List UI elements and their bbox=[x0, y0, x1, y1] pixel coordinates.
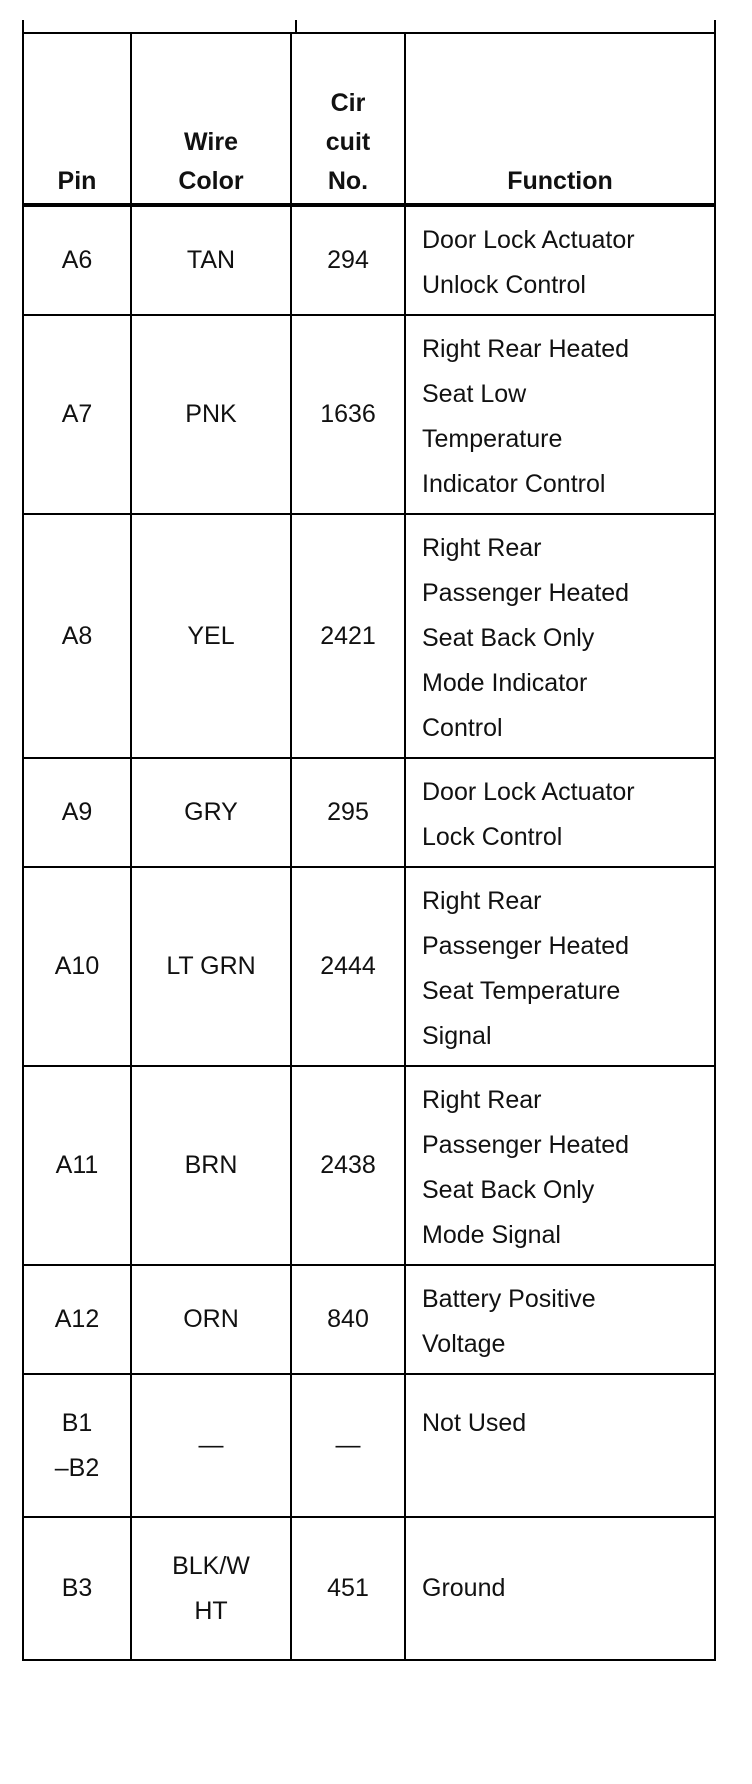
function-cell: Door Lock Actuator Lock Control bbox=[405, 758, 715, 867]
wire-color-cell: BLK/W HT bbox=[131, 1517, 291, 1660]
connector-pinout-table bbox=[22, 32, 716, 1661]
circuit-cell: 1636 bbox=[291, 315, 405, 514]
pin-cell: A10 bbox=[23, 867, 131, 1066]
circuit-cell: 840 bbox=[291, 1265, 405, 1374]
wire-color-cell: LT GRN bbox=[131, 867, 291, 1066]
pin-cell: A9 bbox=[23, 758, 131, 867]
table-top-continuation bbox=[22, 20, 716, 32]
function-cell: Right Rear Passenger Heated Seat Temperature Signal bbox=[405, 867, 715, 1066]
pin-cell: A12 bbox=[23, 1265, 131, 1374]
circuit-cell: — bbox=[291, 1374, 405, 1517]
circuit-cell: 451 bbox=[291, 1517, 405, 1660]
table-row bbox=[23, 205, 715, 315]
function-cell: Ground bbox=[405, 1517, 715, 1660]
table-row bbox=[23, 1517, 715, 1660]
wire-color-cell: YEL bbox=[131, 514, 291, 758]
table-row bbox=[23, 514, 715, 758]
table-row bbox=[23, 867, 715, 1066]
circuit-cell: 2438 bbox=[291, 1066, 405, 1265]
connector-pinout-table-container bbox=[22, 20, 716, 1661]
wire-color-cell: GRY bbox=[131, 758, 291, 867]
circuit-cell: 2421 bbox=[291, 514, 405, 758]
header-function: Function bbox=[405, 33, 715, 205]
header-pin: Pin bbox=[23, 33, 131, 205]
pin-cell: B1 –B2 bbox=[23, 1374, 131, 1517]
table-row bbox=[23, 315, 715, 514]
pin-cell: B3 bbox=[23, 1517, 131, 1660]
wire-color-cell: ORN bbox=[131, 1265, 291, 1374]
wire-color-cell: BRN bbox=[131, 1066, 291, 1265]
table-row bbox=[23, 1374, 715, 1517]
circuit-cell: 2444 bbox=[291, 867, 405, 1066]
pin-cell: A7 bbox=[23, 315, 131, 514]
header-wire-color: Wire Color bbox=[131, 33, 291, 205]
pin-cell: A8 bbox=[23, 514, 131, 758]
function-cell: Door Lock Actuator Unlock Control bbox=[405, 205, 715, 315]
wire-color-cell: TAN bbox=[131, 205, 291, 315]
function-cell: Battery Positive Voltage bbox=[405, 1265, 715, 1374]
function-cell: Not Used bbox=[405, 1374, 715, 1517]
header-row bbox=[23, 33, 715, 205]
pin-cell: A11 bbox=[23, 1066, 131, 1265]
function-cell: Right Rear Passenger Heated Seat Back Only Mode Indicator Control bbox=[405, 514, 715, 758]
wire-color-cell: — bbox=[131, 1374, 291, 1517]
circuit-cell: 294 bbox=[291, 205, 405, 315]
pin-cell: A6 bbox=[23, 205, 131, 315]
circuit-cell: 295 bbox=[291, 758, 405, 867]
table-row bbox=[23, 758, 715, 867]
function-cell: Right Rear Heated Seat Low Temperature Indicator Control bbox=[405, 315, 715, 514]
wire-color-cell: PNK bbox=[131, 315, 291, 514]
table-row bbox=[23, 1265, 715, 1374]
header-circuit-no: Cir cuit No. bbox=[291, 33, 405, 205]
function-cell: Right Rear Passenger Heated Seat Back Only Mode Signal bbox=[405, 1066, 715, 1265]
table-row bbox=[23, 1066, 715, 1265]
